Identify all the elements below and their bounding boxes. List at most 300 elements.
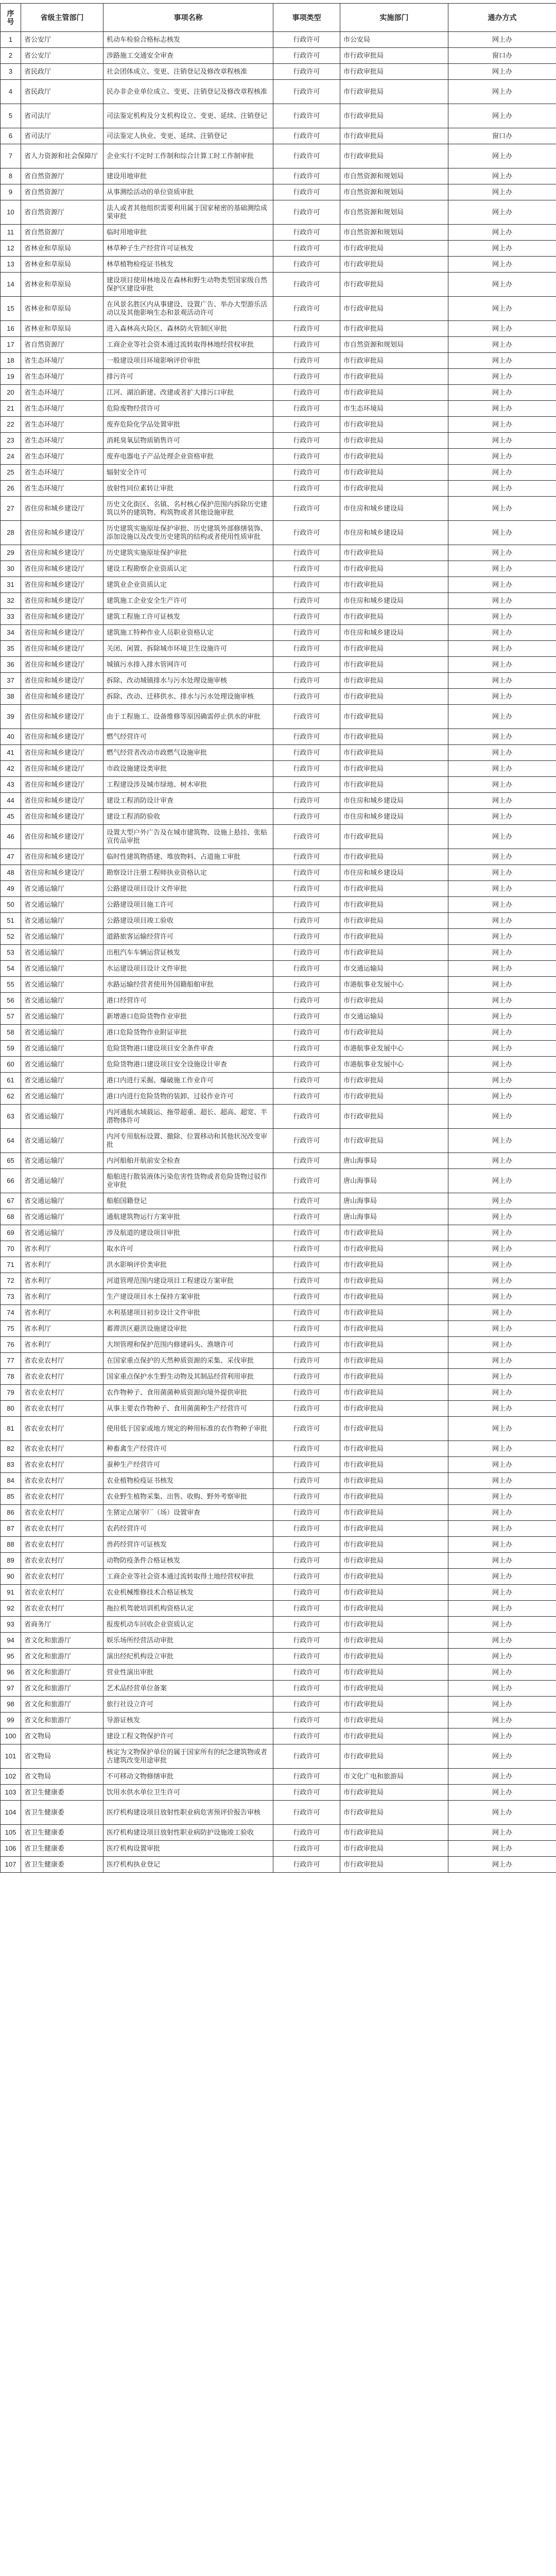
cell-matter-type: 行政许可 [273,385,340,401]
table-row [1,433,556,449]
cell-department: 省卫生健康委 [21,1801,103,1825]
cell-index: 83 [1,1457,21,1473]
table-row [1,945,556,961]
cell-mode: 网上办 [448,1744,556,1769]
cell-mode: 网上办 [448,1569,556,1585]
cell-implementing-dept: 市住房和城乡建设局 [340,865,448,881]
cell-mode: 网上办 [448,977,556,993]
table-row [1,561,556,577]
cell-department: 省自然资源厅 [21,200,103,225]
cell-mode: 网上办 [448,1193,556,1209]
cell-index: 53 [1,945,21,961]
cell-matter-name: 河道管理范围内建设项目工程建设方案审批 [103,1273,273,1289]
cell-department: 省卫生健康委 [21,1785,103,1801]
cell-index: 27 [1,497,21,521]
cell-index: 73 [1,1289,21,1305]
cell-department: 省自然资源厅 [21,184,103,200]
cell-index: 95 [1,1649,21,1665]
cell-matter-name: 核定为文物保护单位的属于国家所有的纪念建筑物或者古建筑改变用途审批 [103,1744,273,1769]
cell-matter-name: 兽药经营许可证核发 [103,1537,273,1553]
cell-matter-name: 涉路施工交通安全审查 [103,48,273,64]
cell-matter-type: 行政许可 [273,521,340,545]
cell-index: 2 [1,48,21,64]
cell-matter-name: 船舶进行散装液体污染危害性货物或者危险货物过驳作业审批 [103,1169,273,1193]
cell-implementing-dept: 市行政审批局 [340,729,448,745]
cell-department: 省农业农村厅 [21,1489,103,1505]
table-row [1,657,556,673]
cell-index: 92 [1,1601,21,1617]
cell-matter-name: 危险货物港口建设项目安全设施设计审查 [103,1057,273,1073]
cell-matter-type: 行政许可 [273,1505,340,1521]
cell-matter-type: 行政许可 [273,1665,340,1681]
cell-matter-type: 行政许可 [273,1273,340,1289]
cell-matter-name: 生产建设项目水土保持方案审批 [103,1289,273,1305]
cell-matter-type: 行政许可 [273,32,340,48]
table-row [1,321,556,337]
cell-index: 88 [1,1537,21,1553]
cell-department: 省住房和城乡建设厅 [21,497,103,521]
cell-mode: 网上办 [448,1169,556,1193]
cell-implementing-dept: 市行政审批局 [340,241,448,257]
table-row [1,80,556,104]
cell-matter-name: 历史建筑实施原址保护审批、历史建筑外部修缮装饰、添加设施以及改变历史建筑的结构或者使用性质审批 [103,521,273,545]
cell-implementing-dept: 市自然资源和规划局 [340,200,448,225]
cell-index: 34 [1,625,21,641]
cell-implementing-dept: 市自然资源和规划局 [340,168,448,184]
cell-department: 省住房和城乡建设厅 [21,641,103,657]
cell-mode: 网上办 [448,793,556,809]
cell-implementing-dept: 市行政审批局 [340,929,448,945]
cell-implementing-dept: 市行政审批局 [340,1505,448,1521]
table-row [1,1041,556,1057]
cell-department: 省交通运输厅 [21,1153,103,1169]
cell-department: 省水利厅 [21,1289,103,1305]
cell-matter-type: 行政许可 [273,1105,340,1129]
cell-index: 35 [1,641,21,657]
cell-mode: 网上办 [448,705,556,729]
cell-matter-type: 行政许可 [273,1601,340,1617]
table-row [1,1401,556,1417]
cell-matter-name: 工商企业等社会资本通过流转取得林地经营权审批 [103,337,273,353]
cell-index: 64 [1,1129,21,1153]
table-row [1,1617,556,1633]
table-row [1,1289,556,1305]
cell-matter-type: 行政许可 [273,1153,340,1169]
cell-department: 省生态环境厅 [21,417,103,433]
cell-implementing-dept: 市行政审批局 [340,1633,448,1649]
cell-mode: 网上办 [448,104,556,128]
matters-table [0,3,556,1873]
cell-department: 省住房和城乡建设厅 [21,521,103,545]
cell-implementing-dept: 市行政审批局 [340,128,448,144]
cell-implementing-dept: 市行政审批局 [340,1305,448,1321]
cell-department: 省交通运输厅 [21,993,103,1009]
cell-matter-type: 行政许可 [273,609,340,625]
cell-index: 38 [1,689,21,705]
cell-matter-type: 行政许可 [273,64,340,80]
cell-matter-type: 行政许可 [273,1825,340,1841]
cell-department: 省农业农村厅 [21,1569,103,1585]
table-row [1,104,556,128]
cell-index: 7 [1,144,21,168]
cell-implementing-dept: 市行政审批局 [340,1841,448,1857]
cell-mode: 网上办 [448,1617,556,1633]
cell-matter-name: 通航建筑物运行方案审批 [103,1209,273,1225]
cell-department: 省卫生健康委 [21,1841,103,1857]
cell-mode: 网上办 [448,1785,556,1801]
cell-mode: 网上办 [448,641,556,657]
cell-index: 1 [1,32,21,48]
cell-implementing-dept: 唐山海事局 [340,1209,448,1225]
table-row [1,729,556,745]
table-row [1,1241,556,1257]
cell-department: 省交通运输厅 [21,945,103,961]
cell-matter-type: 行政许可 [273,1649,340,1665]
table-row [1,1153,556,1169]
cell-matter-type: 行政许可 [273,168,340,184]
cell-index: 44 [1,793,21,809]
cell-mode: 网上办 [448,184,556,200]
table-row [1,417,556,433]
cell-implementing-dept: 市行政审批局 [340,1585,448,1601]
cell-implementing-dept: 市行政审批局 [340,1225,448,1241]
cell-implementing-dept: 市住房和城乡建设局 [340,809,448,825]
cell-implementing-dept: 市行政审批局 [340,1617,448,1633]
cell-mode: 网上办 [448,625,556,641]
cell-implementing-dept: 市行政审批局 [340,297,448,321]
cell-implementing-dept: 市港航事业发展中心 [340,977,448,993]
cell-department: 省水利厅 [21,1241,103,1257]
cell-matter-name: 不可移动文物修缮审批 [103,1769,273,1785]
cell-department: 省交通运输厅 [21,1089,103,1105]
cell-matter-name: 取水许可 [103,1241,273,1257]
cell-implementing-dept: 市行政审批局 [340,257,448,273]
table-row [1,48,556,64]
table-row [1,1489,556,1505]
table-row [1,977,556,993]
cell-index: 81 [1,1417,21,1441]
table-row [1,1713,556,1728]
table-row [1,273,556,297]
cell-mode: 网上办 [448,1385,556,1401]
cell-index: 41 [1,745,21,761]
cell-index: 93 [1,1617,21,1633]
cell-matter-name: 导游证核发 [103,1713,273,1728]
cell-mode: 网上办 [448,673,556,689]
cell-mode: 网上办 [448,593,556,609]
cell-matter-type: 行政许可 [273,1369,340,1385]
cell-mode: 网上办 [448,401,556,417]
cell-matter-name: 历史建筑实施原址保护审批 [103,545,273,561]
cell-index: 32 [1,593,21,609]
cell-department: 省住房和城乡建设厅 [21,729,103,745]
cell-index: 40 [1,729,21,745]
cell-department: 省卫生健康委 [21,1857,103,1873]
cell-implementing-dept: 市自然资源和规划局 [340,225,448,241]
cell-matter-type: 行政许可 [273,1169,340,1193]
table-row [1,481,556,497]
cell-mode: 网上办 [448,745,556,761]
table-row [1,1417,556,1441]
cell-mode: 网上办 [448,577,556,593]
table-row [1,257,556,273]
cell-index: 85 [1,1489,21,1505]
cell-matter-name: 在风景名胜区内从事建设、设置广告、举办大型游乐活动以及其他影响生态和景观活动许可 [103,297,273,321]
table-row [1,1273,556,1289]
cell-implementing-dept: 市行政审批局 [340,913,448,929]
cell-matter-type: 行政许可 [273,625,340,641]
cell-matter-name: 公路建设项目施工许可 [103,897,273,913]
cell-matter-type: 行政许可 [273,1241,340,1257]
cell-mode: 网上办 [448,657,556,673]
cell-matter-type: 行政许可 [273,1457,340,1473]
table-row [1,1457,556,1473]
cell-index: 72 [1,1273,21,1289]
cell-index: 74 [1,1305,21,1321]
cell-mode: 网上办 [448,200,556,225]
cell-implementing-dept: 市行政审批局 [340,481,448,497]
cell-matter-type: 行政许可 [273,1801,340,1825]
cell-department: 省文物局 [21,1728,103,1744]
cell-mode: 网上办 [448,1537,556,1553]
cell-department: 省农业农村厅 [21,1473,103,1489]
table-row [1,865,556,881]
cell-implementing-dept: 市行政审批局 [340,1681,448,1697]
cell-matter-name: 建设工程勘察企业资质认定 [103,561,273,577]
cell-department: 省文化和旅游厅 [21,1649,103,1665]
cell-department: 省民政厅 [21,80,103,104]
cell-implementing-dept: 市行政审批局 [340,1537,448,1553]
cell-implementing-dept: 市行政审批局 [340,1553,448,1569]
cell-implementing-dept: 市行政审批局 [340,673,448,689]
cell-matter-type: 行政许可 [273,1441,340,1457]
table-row [1,337,556,353]
cell-implementing-dept: 市行政审批局 [340,80,448,104]
cell-matter-type: 行政许可 [273,449,340,465]
cell-matter-type: 行政许可 [273,257,340,273]
cell-matter-type: 行政许可 [273,1585,340,1601]
cell-department: 省住房和城乡建设厅 [21,793,103,809]
table-row [1,1537,556,1553]
cell-matter-type: 行政许可 [273,561,340,577]
cell-department: 省生态环境厅 [21,449,103,465]
cell-matter-name: 从事主要农作物种子、食用菌菌种生产经营许可 [103,1401,273,1417]
cell-matter-type: 行政许可 [273,481,340,497]
cell-matter-type: 行政许可 [273,1225,340,1241]
cell-matter-type: 行政许可 [273,1089,340,1105]
cell-mode: 网上办 [448,1257,556,1273]
cell-matter-name: 司法鉴定机构及分支机构设立、变更、延续、注销登记 [103,104,273,128]
cell-index: 59 [1,1041,21,1057]
table-row [1,1521,556,1537]
cell-matter-type: 行政许可 [273,1193,340,1209]
cell-implementing-dept: 市行政审批局 [340,745,448,761]
cell-department: 省林业和草原局 [21,241,103,257]
cell-department: 省交通运输厅 [21,1169,103,1193]
cell-matter-type: 行政许可 [273,48,340,64]
cell-index: 17 [1,337,21,353]
table-row [1,641,556,657]
header-department: 省级主管部门 [21,4,103,32]
cell-mode: 网上办 [448,1769,556,1785]
cell-matter-type: 行政许可 [273,1697,340,1713]
cell-implementing-dept: 市行政审批局 [340,1417,448,1441]
cell-matter-type: 行政许可 [273,1353,340,1369]
cell-index: 98 [1,1697,21,1713]
cell-department: 省交通运输厅 [21,1105,103,1129]
table-row [1,849,556,865]
table-row [1,929,556,945]
table-row [1,793,556,809]
cell-matter-type: 行政许可 [273,401,340,417]
cell-implementing-dept: 市港航事业发展中心 [340,1041,448,1057]
cell-matter-type: 行政许可 [273,745,340,761]
cell-index: 8 [1,168,21,184]
table-row [1,609,556,625]
cell-implementing-dept: 市交通运输局 [340,961,448,977]
cell-department: 省生态环境厅 [21,401,103,417]
cell-mode: 网上办 [448,1857,556,1873]
cell-mode: 网上办 [448,809,556,825]
cell-index: 49 [1,881,21,897]
cell-implementing-dept: 市行政审批局 [340,1273,448,1289]
cell-matter-name: 建筑施工企业安全生产许可 [103,593,273,609]
cell-mode: 网上办 [448,825,556,849]
cell-matter-name: 涉及航道的建设项目审批 [103,1225,273,1241]
cell-matter-name: 危险货物港口建设项目安全条件审查 [103,1041,273,1057]
cell-mode: 网上办 [448,433,556,449]
cell-matter-name: 危险废物经营许可 [103,401,273,417]
cell-implementing-dept: 市行政审批局 [340,561,448,577]
cell-matter-type: 行政许可 [273,321,340,337]
cell-mode: 网上办 [448,1305,556,1321]
cell-implementing-dept: 市行政审批局 [340,945,448,961]
table-row [1,1569,556,1585]
cell-mode: 网上办 [448,465,556,481]
cell-matter-name: 建筑业企业资质认定 [103,577,273,593]
cell-matter-name: 企业实行不定时工作制和综合计算工时工作制审批 [103,144,273,168]
table-row [1,1353,556,1369]
cell-implementing-dept: 市行政审批局 [340,825,448,849]
header-matter-type: 事项类型 [273,4,340,32]
table-row [1,1225,556,1241]
cell-mode: 网上办 [448,609,556,625]
cell-mode: 网上办 [448,1225,556,1241]
cell-department: 省住房和城乡建设厅 [21,609,103,625]
cell-implementing-dept: 市行政审批局 [340,897,448,913]
cell-matter-name: 内河通航水域载运、拖带超重、超长、超高、超宽、半潜物体许可 [103,1105,273,1129]
cell-mode: 网上办 [448,1209,556,1225]
cell-matter-type: 行政许可 [273,225,340,241]
cell-matter-name: 排污许可 [103,369,273,385]
cell-implementing-dept: 市行政审批局 [340,64,448,80]
cell-index: 65 [1,1153,21,1169]
cell-implementing-dept: 市交通运输局 [340,1009,448,1025]
cell-department: 省文物局 [21,1769,103,1785]
cell-index: 82 [1,1441,21,1457]
cell-matter-type: 行政许可 [273,465,340,481]
cell-mode: 网上办 [448,337,556,353]
cell-implementing-dept: 市住房和城乡建设局 [340,497,448,521]
table-row [1,625,556,641]
cell-index: 99 [1,1713,21,1728]
cell-matter-name: 从事测绘活动的单位资质审批 [103,184,273,200]
cell-index: 31 [1,577,21,593]
cell-matter-type: 行政许可 [273,433,340,449]
cell-matter-type: 行政许可 [273,945,340,961]
cell-department: 省商务厅 [21,1617,103,1633]
cell-mode: 网上办 [448,1473,556,1489]
cell-matter-name: 废弃危险化学品处置审批 [103,417,273,433]
cell-matter-type: 行政许可 [273,1321,340,1337]
cell-matter-name: 演出经纪机构设立审批 [103,1649,273,1665]
cell-department: 省农业农村厅 [21,1521,103,1537]
cell-matter-name: 营业性演出审批 [103,1665,273,1681]
table-row [1,825,556,849]
cell-matter-type: 行政许可 [273,128,340,144]
cell-matter-type: 行政许可 [273,1617,340,1633]
cell-department: 省交通运输厅 [21,1057,103,1073]
table-row [1,401,556,417]
table-row [1,1257,556,1273]
cell-matter-type: 行政许可 [273,689,340,705]
cell-mode: 网上办 [448,1585,556,1601]
table-row [1,128,556,144]
cell-mode: 网上办 [448,1289,556,1305]
cell-department: 省住房和城乡建设厅 [21,657,103,673]
cell-department: 省生态环境厅 [21,369,103,385]
cell-index: 23 [1,433,21,449]
cell-mode: 网上办 [448,369,556,385]
table-row [1,1321,556,1337]
cell-matter-type: 行政许可 [273,200,340,225]
cell-matter-type: 行政许可 [273,241,340,257]
cell-index: 97 [1,1681,21,1697]
cell-matter-name: 水路运输经营者使用外国籍船舶审批 [103,977,273,993]
cell-implementing-dept: 市行政审批局 [340,1489,448,1505]
cell-index: 42 [1,761,21,777]
cell-mode: 网上办 [448,1241,556,1257]
table-row [1,465,556,481]
cell-department: 省文物局 [21,1744,103,1769]
cell-mode: 网上办 [448,1649,556,1665]
cell-mode: 网上办 [448,144,556,168]
cell-matter-type: 行政许可 [273,729,340,745]
cell-matter-name: 大坝管理和保护范围内修建码头、渔塘许可 [103,1337,273,1353]
cell-mode: 网上办 [448,849,556,865]
cell-department: 省自然资源厅 [21,225,103,241]
cell-mode: 网上办 [448,1353,556,1369]
cell-department: 省农业农村厅 [21,1601,103,1617]
cell-mode: 网上办 [448,961,556,977]
cell-department: 省水利厅 [21,1257,103,1273]
table-row [1,369,556,385]
cell-index: 100 [1,1728,21,1744]
table-row [1,1633,556,1649]
cell-matter-type: 行政许可 [273,657,340,673]
cell-department: 省水利厅 [21,1305,103,1321]
cell-mode: 网上办 [448,241,556,257]
cell-department: 省水利厅 [21,1273,103,1289]
table-row [1,1473,556,1489]
cell-department: 省住房和城乡建设厅 [21,545,103,561]
cell-matter-name: 农业机械维修技术合格证核发 [103,1585,273,1601]
table-row [1,1681,556,1697]
cell-mode: 网上办 [448,1489,556,1505]
cell-matter-name: 水运建设项目设计文件审批 [103,961,273,977]
cell-department: 省农业农村厅 [21,1385,103,1401]
cell-department: 省农业农村厅 [21,1553,103,1569]
